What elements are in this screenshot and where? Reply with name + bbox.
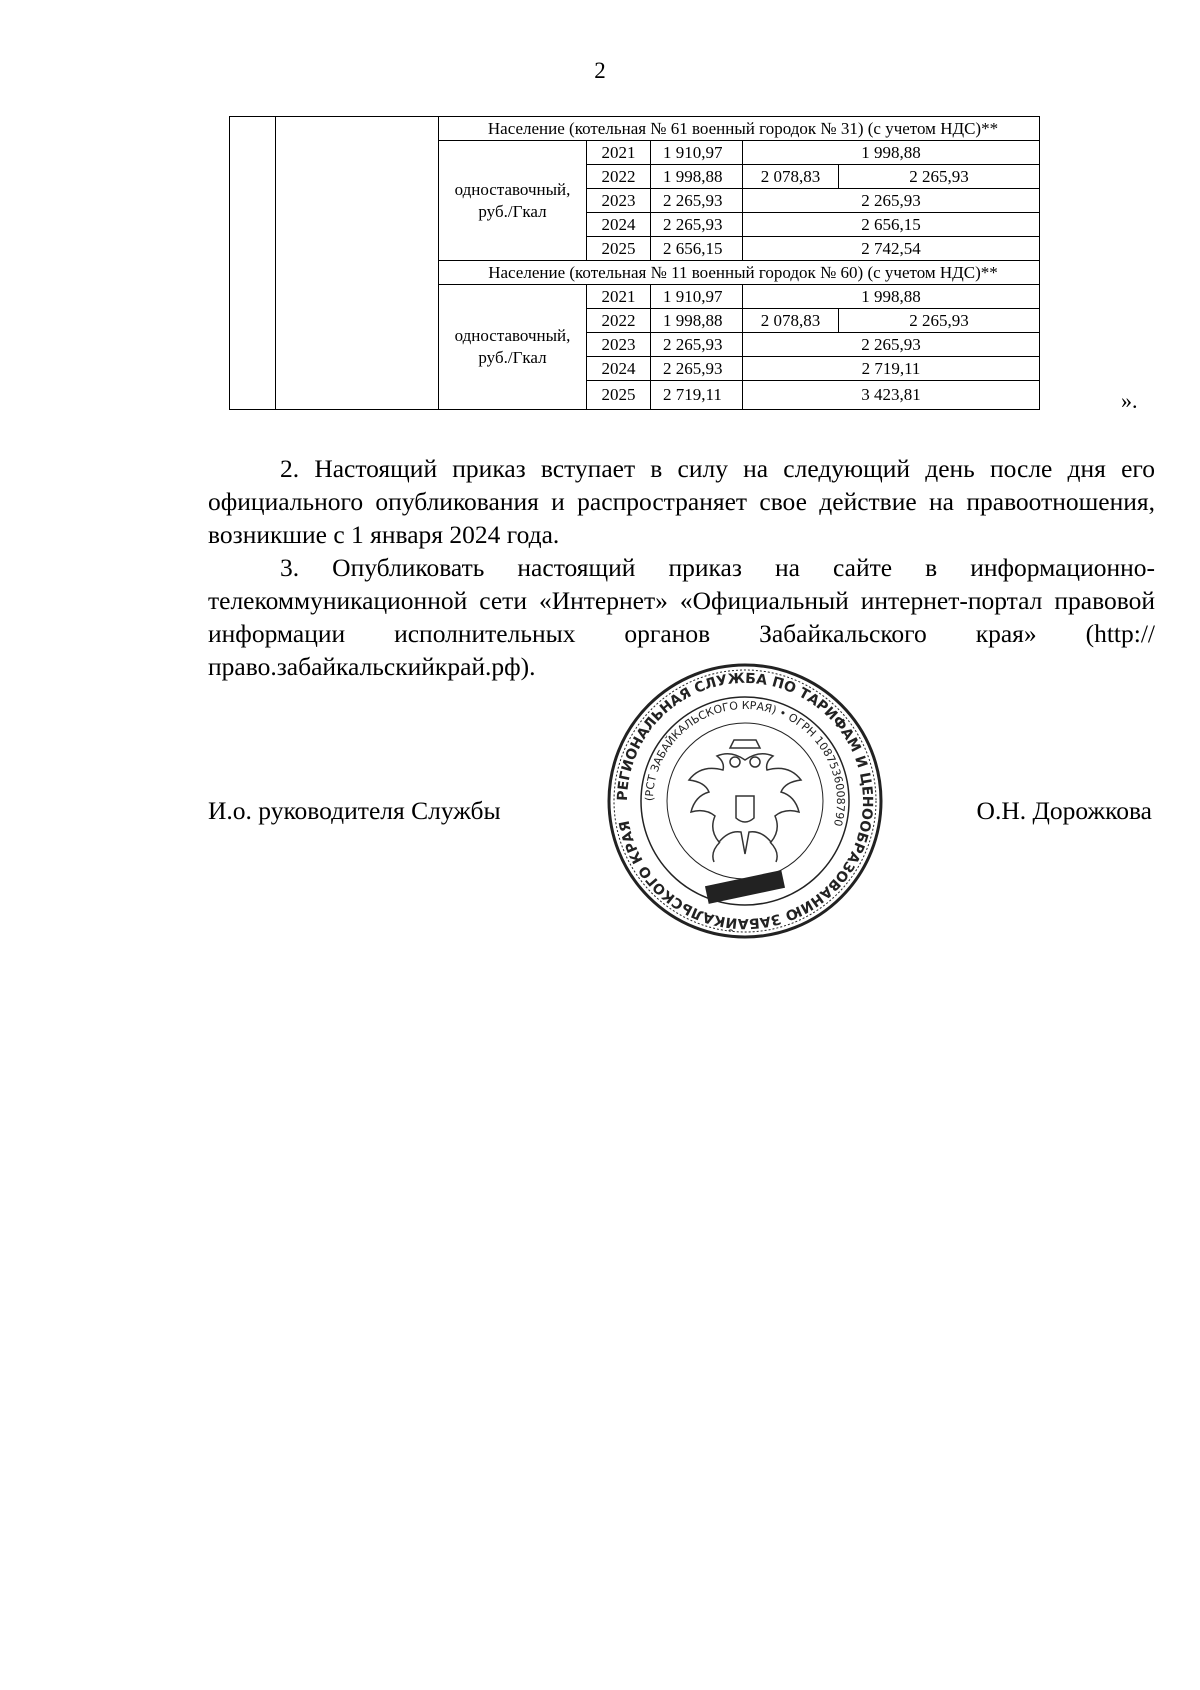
- unit-cell: одноставочный, руб./Гкал: [439, 285, 587, 410]
- value-cell: 2 265,93: [651, 357, 743, 381]
- svg-text:(РСТ ЗАБАЙКАЛЬСКОГО КРАЯ) • ОГ: [643, 699, 847, 828]
- value-cell: 1 998,88: [743, 285, 1040, 309]
- value-cell: 2 265,93: [743, 333, 1040, 357]
- signer-name: О.Н. Дорожкова: [976, 796, 1152, 825]
- year-cell: 2024: [587, 357, 651, 381]
- year-cell: 2021: [587, 285, 651, 309]
- year-cell: 2022: [587, 165, 651, 189]
- empty-column-cell: [276, 117, 439, 410]
- double-headed-eagle-icon: [689, 740, 801, 862]
- year-cell: 2021: [587, 141, 651, 165]
- year-cell: 2023: [587, 333, 651, 357]
- official-seal: [604, 660, 886, 942]
- paragraph-text: 3. Опубликовать настоящий приказ на сайте в информационно-телекоммуникационной сети «Интернет» «Официальный интернет-портал правовой информации исполнительных органов Забайкальского края» (http://право.забайкальскийкрай.рф).: [208, 553, 1155, 681]
- signature-title: И.о. руководителя Службы: [208, 796, 501, 825]
- seal-inner-text: (РСТ ЗАБАЙКАЛЬСКОГО КРАЯ) • ОГРН 1087536008790: [642, 698, 848, 828]
- seal-outer-text: РЕГИОНАЛЬНАЯ СЛУЖБА ПО ТАРИФАМ И ЦЕНООБРАЗОВАНИЮ ЗАБАЙКАЛЬСКОГО КРАЯ: [614, 670, 876, 932]
- value-cell: 1 910,97: [651, 285, 743, 309]
- value-cell: 2 265,93: [839, 309, 1040, 333]
- value-cell: 2 078,83: [743, 165, 839, 189]
- year-cell: 2024: [587, 213, 651, 237]
- value-cell: 2 719,11: [743, 357, 1040, 381]
- value-cell: 2 265,93: [651, 213, 743, 237]
- value-cell: 2 656,15: [651, 237, 743, 261]
- value-cell: 2 742,54: [743, 237, 1040, 261]
- value-cell: 2 265,93: [651, 189, 743, 213]
- year-cell: 2025: [587, 237, 651, 261]
- year-cell: 2025: [587, 381, 651, 410]
- value-cell: 3 423,81: [743, 381, 1040, 410]
- page-number: 2: [594, 58, 606, 83]
- year-cell: 2022: [587, 309, 651, 333]
- table-row: [230, 117, 1040, 141]
- value-cell: 2 656,15: [743, 213, 1040, 237]
- unit-cell: одноставочный, руб./Гкал: [439, 141, 587, 261]
- value-cell: 1 998,88: [651, 309, 743, 333]
- paragraph-text: 2. Настоящий приказ вступает в силу на следующий день после дня его официального опубликования и распространяет свое действие на правоотношения, возникшие с 1 января 2024 года.: [208, 454, 1155, 549]
- value-cell: 2 719,11: [651, 381, 743, 410]
- paragraph-effective-date: [208, 452, 1155, 551]
- empty-column-cell: [230, 117, 276, 410]
- value-cell: 2 078,83: [743, 309, 839, 333]
- value-cell: 1 998,88: [743, 141, 1040, 165]
- value-cell: 2 265,93: [839, 165, 1040, 189]
- value-cell: 1 998,88: [651, 165, 743, 189]
- value-cell: 2 265,93: [743, 189, 1040, 213]
- value-cell: 2 265,93: [651, 333, 743, 357]
- section-title: Население (котельная № 11 военный городок № 60) (с учетом НДС)**: [439, 261, 1040, 285]
- closing-quote: ».: [1121, 388, 1138, 413]
- tariff-table: [229, 116, 1040, 410]
- section-title: Население (котельная № 61 военный городок № 31) (с учетом НДС)**: [439, 117, 1040, 141]
- value-cell: 1 910,97: [651, 141, 743, 165]
- year-cell: 2023: [587, 189, 651, 213]
